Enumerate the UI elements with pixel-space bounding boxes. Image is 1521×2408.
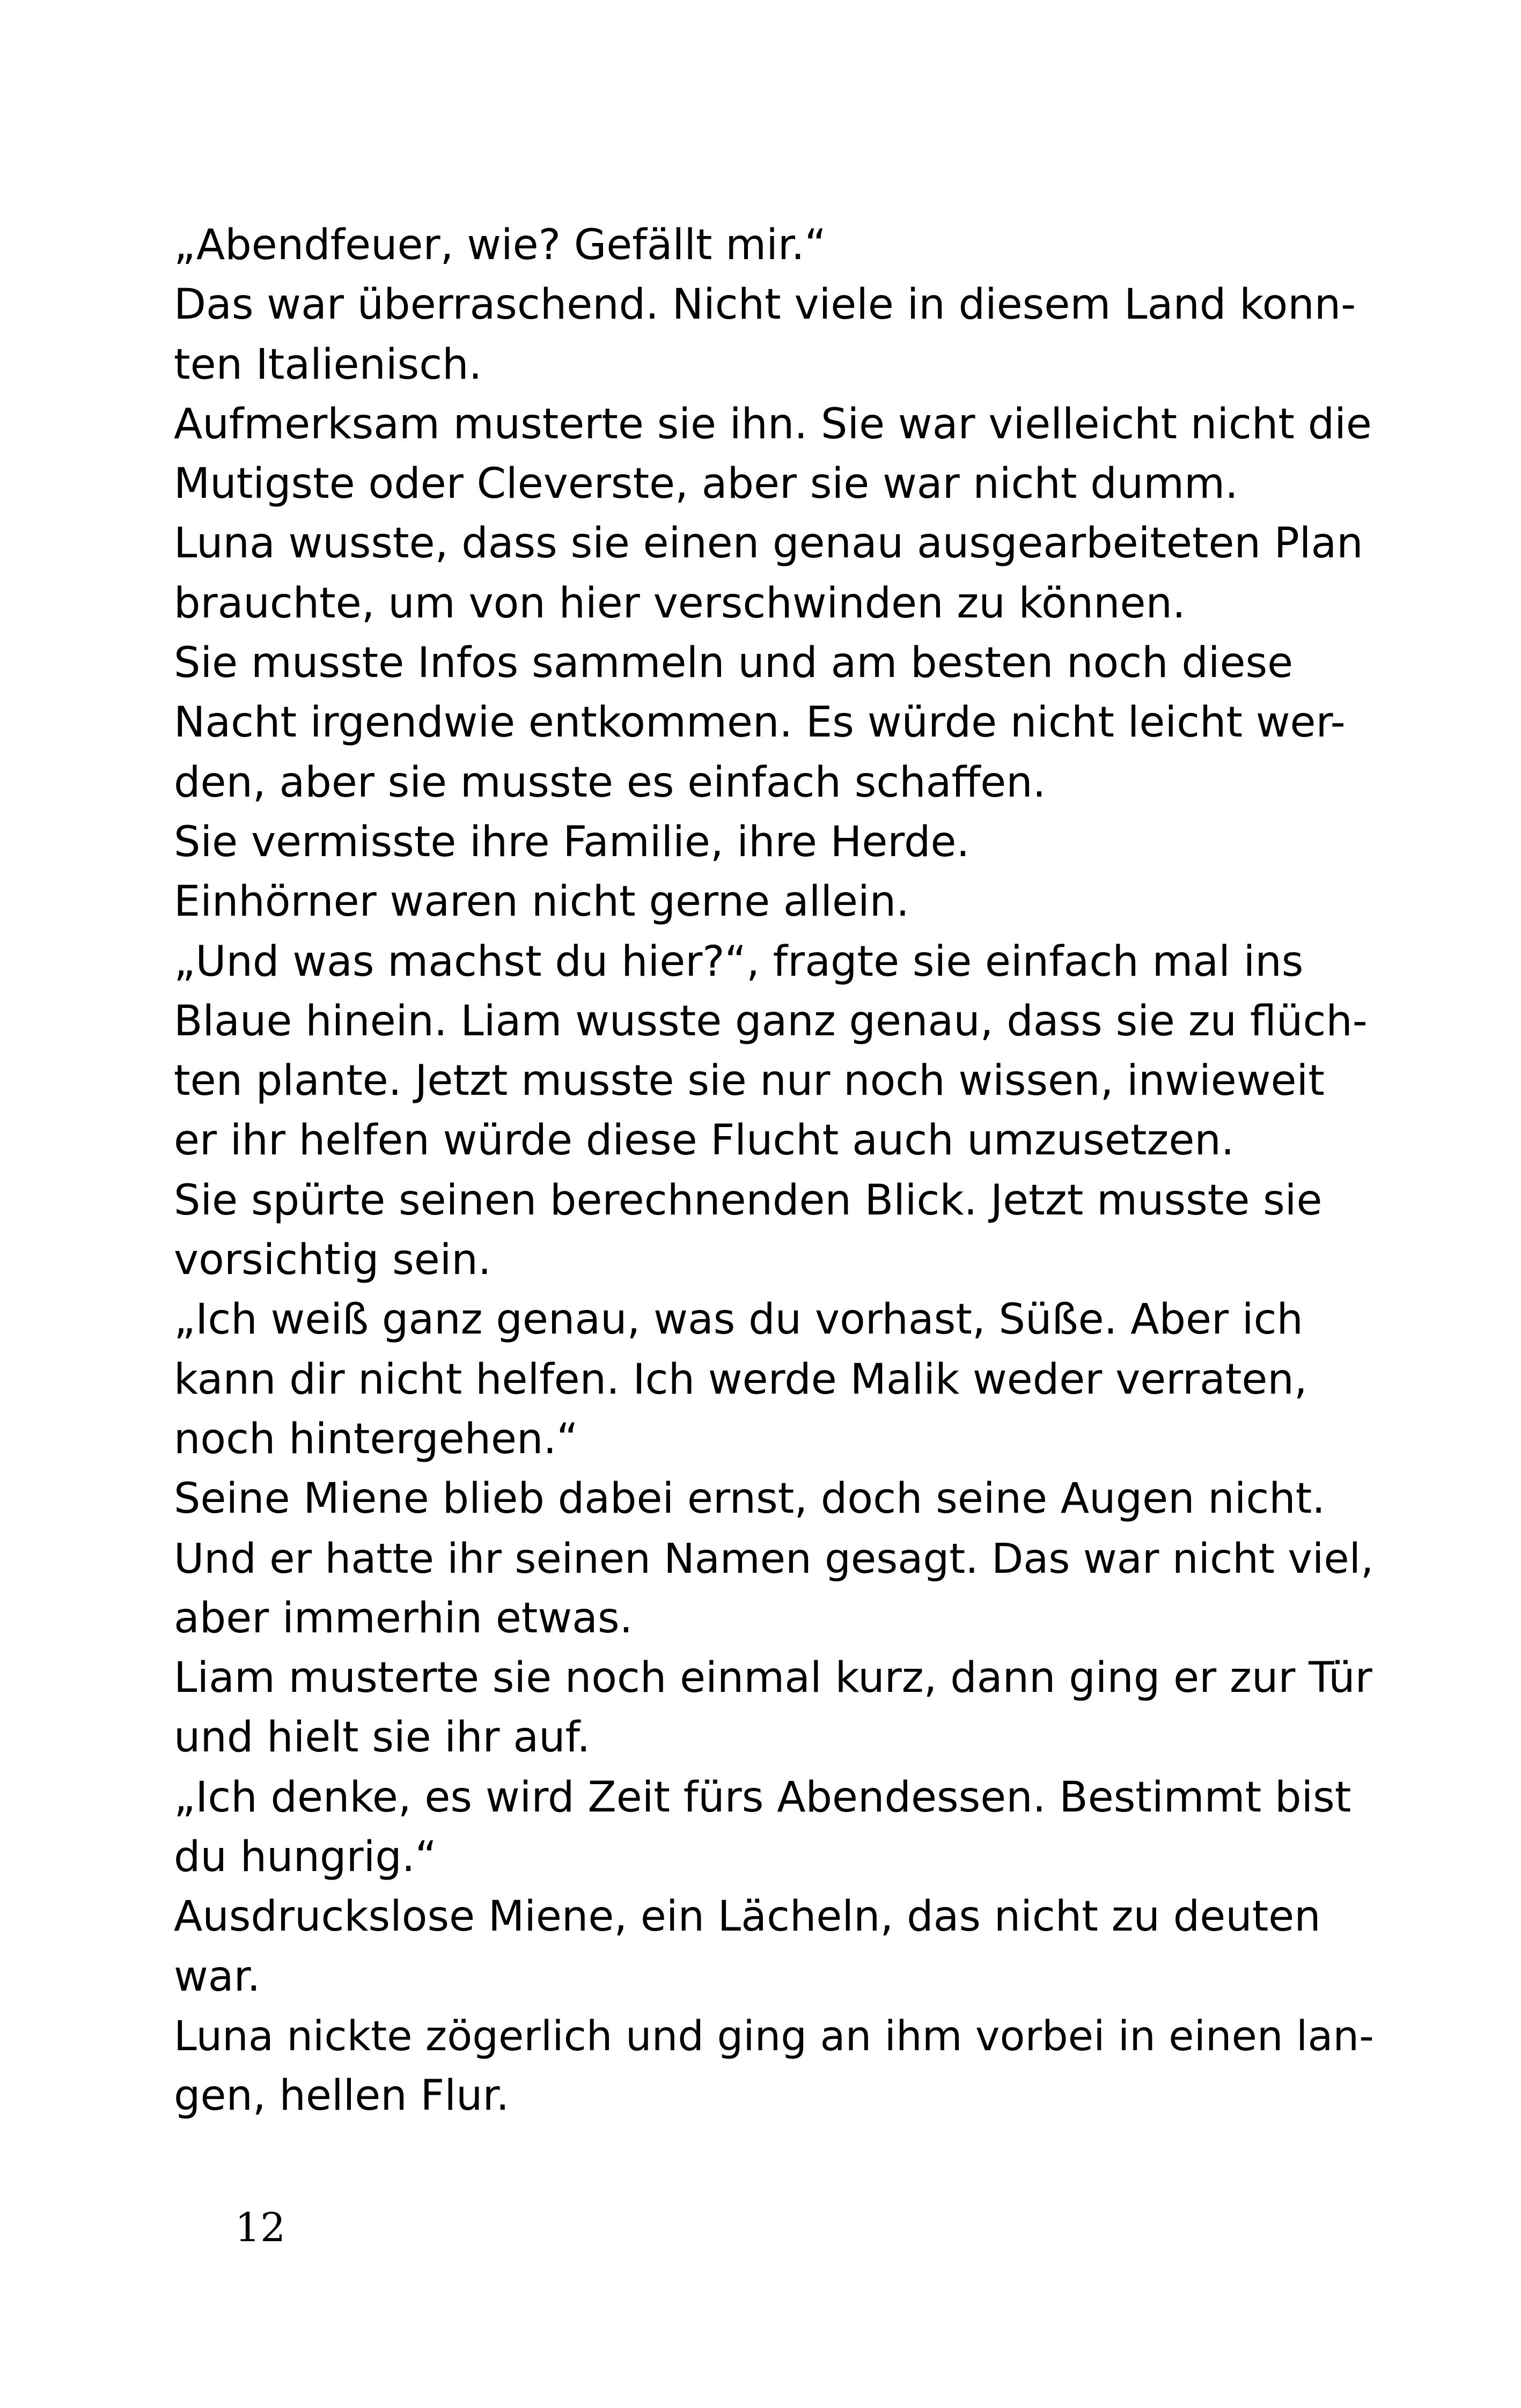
text-line: Blaue hinein. Liam wusste ganz genau, dass sie zu flüch- — [174, 997, 1368, 1045]
text-line: Liam musterte sie noch einmal kurz, dann ging er zur Tür — [174, 1654, 1372, 1703]
text-line: kann dir nicht helfen. Ich werde Malik weder verraten, — [174, 1355, 1307, 1404]
text-line: „Ich denke, es wird Zeit fürs Abendessen. Bestimmt bist — [174, 1773, 1351, 1822]
text-line: gen, hellen Flur. — [174, 2072, 510, 2120]
page-number: 12 — [235, 2205, 286, 2251]
text-line: Nacht irgendwie entkommen. Es würde nicht leicht wer- — [174, 698, 1346, 747]
text-line: er ihr helfen würde diese Flucht auch umzusetzen. — [174, 1116, 1235, 1165]
text-line: Und er hatte ihr seinen Namen gesagt. Das war nicht viel, — [174, 1535, 1374, 1583]
text-line: „Ich weiß ganz genau, was du vorhast, Süße. Aber ich — [174, 1295, 1303, 1344]
text-line: Aufmerksam musterte sie ihn. Sie war vielleicht nicht die — [174, 400, 1372, 448]
text-line: Ausdruckslose Miene, ein Lächeln, das nicht zu deuten — [174, 1892, 1321, 1941]
text-line: den, aber sie musste es einfach schaffen. — [174, 758, 1046, 807]
text-line: ten plante. Jetzt musste sie nur noch wissen, inwieweit — [174, 1057, 1325, 1106]
text-line: Sie spürte seinen berechnenden Blick. Jetzt musste sie — [174, 1176, 1322, 1225]
text-line: Luna nickte zögerlich und ging an ihm vorbei in einen lan- — [174, 2012, 1374, 2060]
text-line: ten Italienisch. — [174, 340, 482, 389]
text-line: noch hintergehen.“ — [174, 1415, 578, 1463]
text-line: Das war überraschend. Nicht viele in diesem Land konn- — [174, 281, 1356, 329]
text-line: Einhörner waren nicht gerne allein. — [174, 878, 909, 926]
text-line: brauchte, um von hier verschwinden zu können. — [174, 579, 1186, 628]
text-line: Luna wusste, dass sie einen genau ausgearbeiteten Plan — [174, 519, 1363, 568]
text-line: „Und was machst du hier?“, fragte sie einfach mal ins — [174, 937, 1304, 986]
text-line: „Abendfeuer, wie? Gefällt mir.“ — [174, 221, 827, 269]
text-line: Sie musste Infos sammeln und am besten noch diese — [174, 639, 1294, 688]
text-line: Sie vermisste ihre Familie, ihre Herde. — [174, 818, 970, 866]
text-line: Seine Miene blieb dabei ernst, doch seine Augen nicht. — [174, 1475, 1326, 1523]
text-line: du hungrig.“ — [174, 1833, 437, 1882]
text-line: war. — [174, 1952, 261, 2001]
text-line: Mutigste oder Cleverste, aber sie war nicht dumm. — [174, 460, 1238, 509]
text-line: und hielt sie ihr auf. — [174, 1713, 591, 1762]
body-text — [174, 216, 1386, 2126]
text-line: vorsichtig sein. — [174, 1236, 491, 1285]
text-line: aber immerhin etwas. — [174, 1594, 633, 1643]
